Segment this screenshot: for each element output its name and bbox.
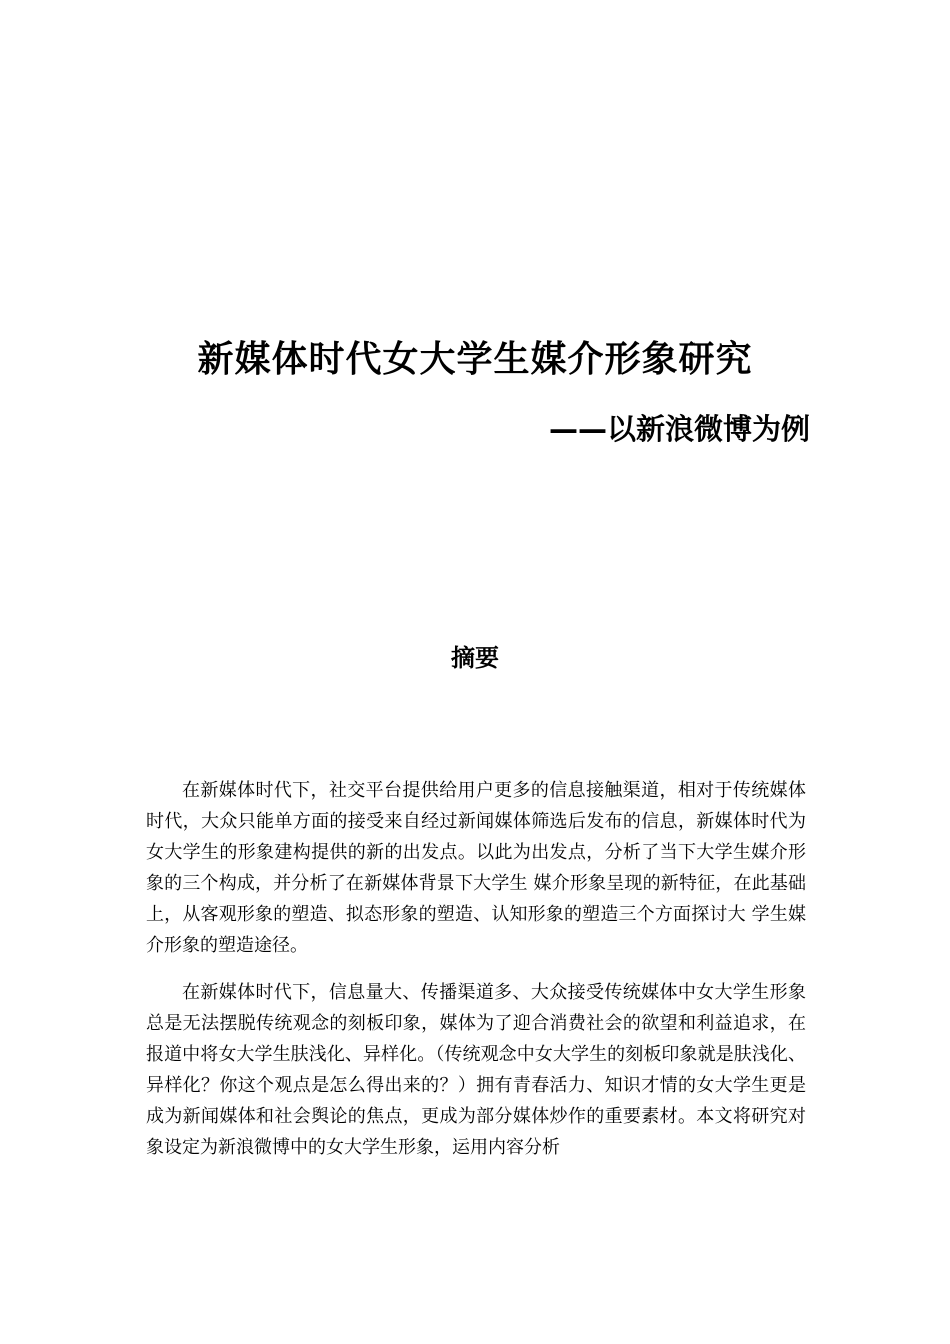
abstract-paragraph-2: 在新媒体时代下，信息量大、传播渠道多、大众接受传统媒体中女大学生形象总是无法摆脱传统观念的刻板印象，媒体为了迎合消费社会的欲望和利益追求，在报道中将女大学生肤浅化、异样化。（传统观念中女大学生的刻板印象就是肤浅化、异样化？你这个观点是怎么得出来的？）拥有青春活力、知识才情的女大学生更是成为新闻媒体和社会舆论的焦点，更成为部分媒体炒作的重要素材。本文将研究对象设定为新浪微博中的女大学生形象，运用内容分析 [146, 982, 806, 1158]
abstract-paragraph-1: 在新媒体时代下，社交平台提供给用户更多的信息接触渠道，相对于传统媒体时代，大众只能单方面的接受来自经过新闻媒体筛选后发布的信息，新媒体时代为女大学生的形象建构提供的新的出发点。以此为出发点，分析了当下大学生媒介形象的三个构成，并分析了在新媒体背景下大学生 媒介形象呈现的新特征，在此基础上，从客观形象的塑造、拟态形象的塑造、认知形象的塑造三个方面探讨大 学生媒介形象的塑造途径。 [146, 780, 806, 956]
document-title: 新媒体时代女大学生媒介形象研究 [197, 339, 753, 380]
document-subtitle: ——以新浪微博为例 [548, 412, 810, 446]
abstract-heading: 摘要 [451, 644, 499, 672]
